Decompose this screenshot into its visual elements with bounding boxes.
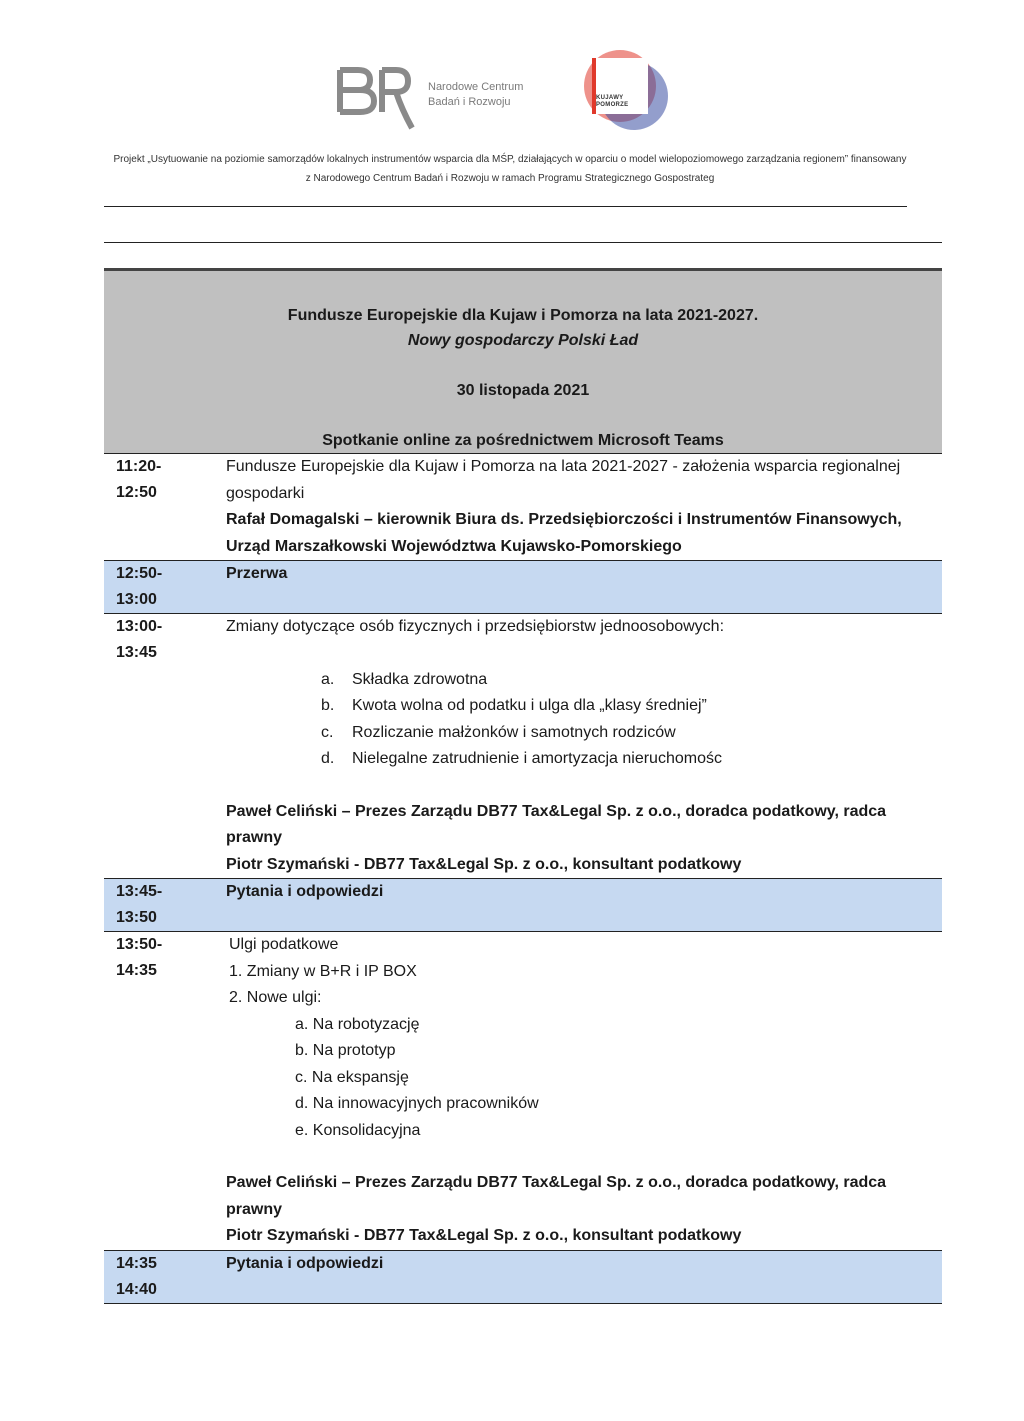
time-end: 14:35 — [116, 962, 157, 979]
agenda-row — [104, 614, 942, 879]
session-speaker: Paweł Celiński – Prezes Zarządu DB77 Tax&Legal Sp. z o.o., doradca podatkowy, radca prawny — [226, 1174, 887, 1218]
list-marker: d. — [321, 750, 335, 767]
list-item: c. Na ekspansję — [295, 1068, 409, 1086]
agenda-row-qa — [104, 1250, 942, 1303]
session-topic: Fundusze Europejskie dla Kujaw i Pomorza na lata 2021-2027 - założenia wsparcia regionalnej gospodarki — [226, 458, 901, 502]
project-description: Projekt „Usytuowanie na poziomie samorządów lokalnych instrumentów wsparcia dla MŚP, działających w oparciu o model wielopoziomowego zarządzania regionem” finansowany z Narodowego Centrum Badań i Rozwoju w ramach Programu Strategicznego Gospostrateg — [113, 154, 907, 184]
content-cell — [226, 454, 942, 561]
header-spacer-2 — [104, 403, 942, 428]
topic-list — [226, 1012, 928, 1145]
list-marker: b. — [321, 697, 335, 714]
kp-line-2: POMORZE — [596, 102, 629, 108]
time-start: 11:20- — [116, 458, 162, 475]
list-item: 1. Zmiany w B+R i IP BOX — [229, 962, 417, 980]
list-item: d. Na innowacyjnych pracowników — [295, 1095, 539, 1112]
ncbr-line-1: Narodowe Centrum — [428, 81, 524, 93]
session-speaker: Paweł Celiński – Prezes Zarządu DB77 Tax&Legal Sp. z o.o., doradca podatkowy, radca prawny — [226, 802, 887, 846]
kujawy-pomorze-logo — [562, 44, 682, 134]
time-end: 12:50 — [116, 484, 157, 501]
ncbr-line-2: Badań i Rozwoju — [428, 96, 511, 108]
list-item: a. Na robotyzację — [295, 1015, 420, 1033]
time-cell — [104, 879, 226, 932]
list-text: Rozliczanie małżonków i samotnych rodziców — [352, 723, 676, 741]
divider-second — [104, 242, 942, 243]
time-end: 13:50 — [116, 909, 157, 926]
numbered-list — [226, 959, 928, 1012]
session-label: Pytania i odpowiedzi — [226, 883, 384, 900]
agenda-table — [104, 268, 942, 1304]
time-cell — [104, 614, 226, 879]
time-cell — [104, 932, 226, 1251]
logo-area — [330, 50, 690, 140]
agenda-row — [104, 454, 942, 561]
time-start: 13:50- — [116, 936, 163, 953]
divider-top — [104, 206, 907, 207]
list-text: Składka zdrowotna — [352, 670, 488, 688]
time-end: 13:00 — [116, 591, 157, 608]
agenda-row-break — [104, 561, 942, 614]
time-cell — [104, 1250, 226, 1303]
list-text: Nielegalne zatrudnienie i amortyzacja nieruchomośc — [352, 750, 722, 767]
ncbr-logo — [330, 50, 430, 140]
time-start: 12:50- — [116, 565, 163, 582]
list-item: 2. Nowe ulgi: — [229, 989, 322, 1006]
event-subtitle: Nowy gospodarczy Polski Ład — [407, 332, 639, 349]
list-text: Kwota wolna od podatku i ulga dla „klasy średniej” — [352, 697, 707, 714]
time-start: 14:35 — [116, 1254, 157, 1272]
agenda-row-qa — [104, 879, 942, 932]
content-cell — [226, 932, 942, 1251]
spacer — [226, 1144, 928, 1170]
event-venue: Spotkanie online za pośrednictwem Microsoft Teams — [322, 432, 724, 449]
session-speaker: Rafał Domagalski – kierownik Biura ds. Przedsiębiorczości i Instrumentów Finansowych, Urząd Marszałkowski Województwa Kujawsko-Pomorskiego — [226, 511, 902, 555]
time-end: 13:45 — [116, 644, 157, 661]
time-start: 13:00- — [116, 618, 163, 635]
session-label: Przerwa — [226, 565, 288, 582]
session-label: Pytania i odpowiedzi — [226, 1254, 384, 1272]
kujawy-pomorze-text — [596, 95, 628, 109]
content-cell — [226, 1250, 942, 1303]
time-cell — [104, 561, 226, 614]
content-cell — [226, 614, 942, 879]
session-speaker: Piotr Szymański - DB77 Tax&Legal Sp. z o.o., konsultant podatkowy — [226, 1227, 742, 1244]
spacer — [226, 641, 928, 667]
session-speaker: Piotr Szymański - DB77 Tax&Legal Sp. z o.o., konsultant podatkowy — [226, 855, 742, 873]
list-item — [226, 693, 928, 720]
list-item — [226, 720, 928, 747]
header-spacer — [104, 353, 942, 378]
list-item: b. Na prototyp — [295, 1042, 396, 1059]
time-end: 14:40 — [116, 1280, 157, 1298]
agenda-row — [104, 932, 942, 1251]
session-topic: Zmiany dotyczące osób fizycznych i przedsiębiorstw jednoosobowych: — [226, 618, 725, 635]
ncbr-logo-text — [428, 80, 523, 110]
topic-list — [226, 667, 928, 773]
event-date: 30 listopada 2021 — [456, 382, 590, 399]
session-topic: Ulgi podatkowe — [229, 936, 339, 953]
list-marker: a. — [321, 670, 335, 688]
agenda-header-row — [104, 270, 942, 454]
list-item — [226, 667, 928, 694]
event-title: Fundusze Europejskie dla Kujaw i Pomorza na lata 2021-2027. — [287, 307, 759, 324]
time-cell — [104, 454, 226, 561]
agenda-header — [104, 270, 942, 454]
content-cell — [226, 879, 942, 932]
kp-line-1: KUJAWY — [596, 95, 624, 101]
spacer — [226, 773, 928, 799]
list-marker: c. — [321, 723, 334, 741]
content-cell — [226, 561, 942, 614]
time-start: 13:45- — [116, 883, 163, 900]
list-item: e. Konsolidacyjna — [295, 1121, 421, 1139]
list-item — [226, 746, 928, 773]
